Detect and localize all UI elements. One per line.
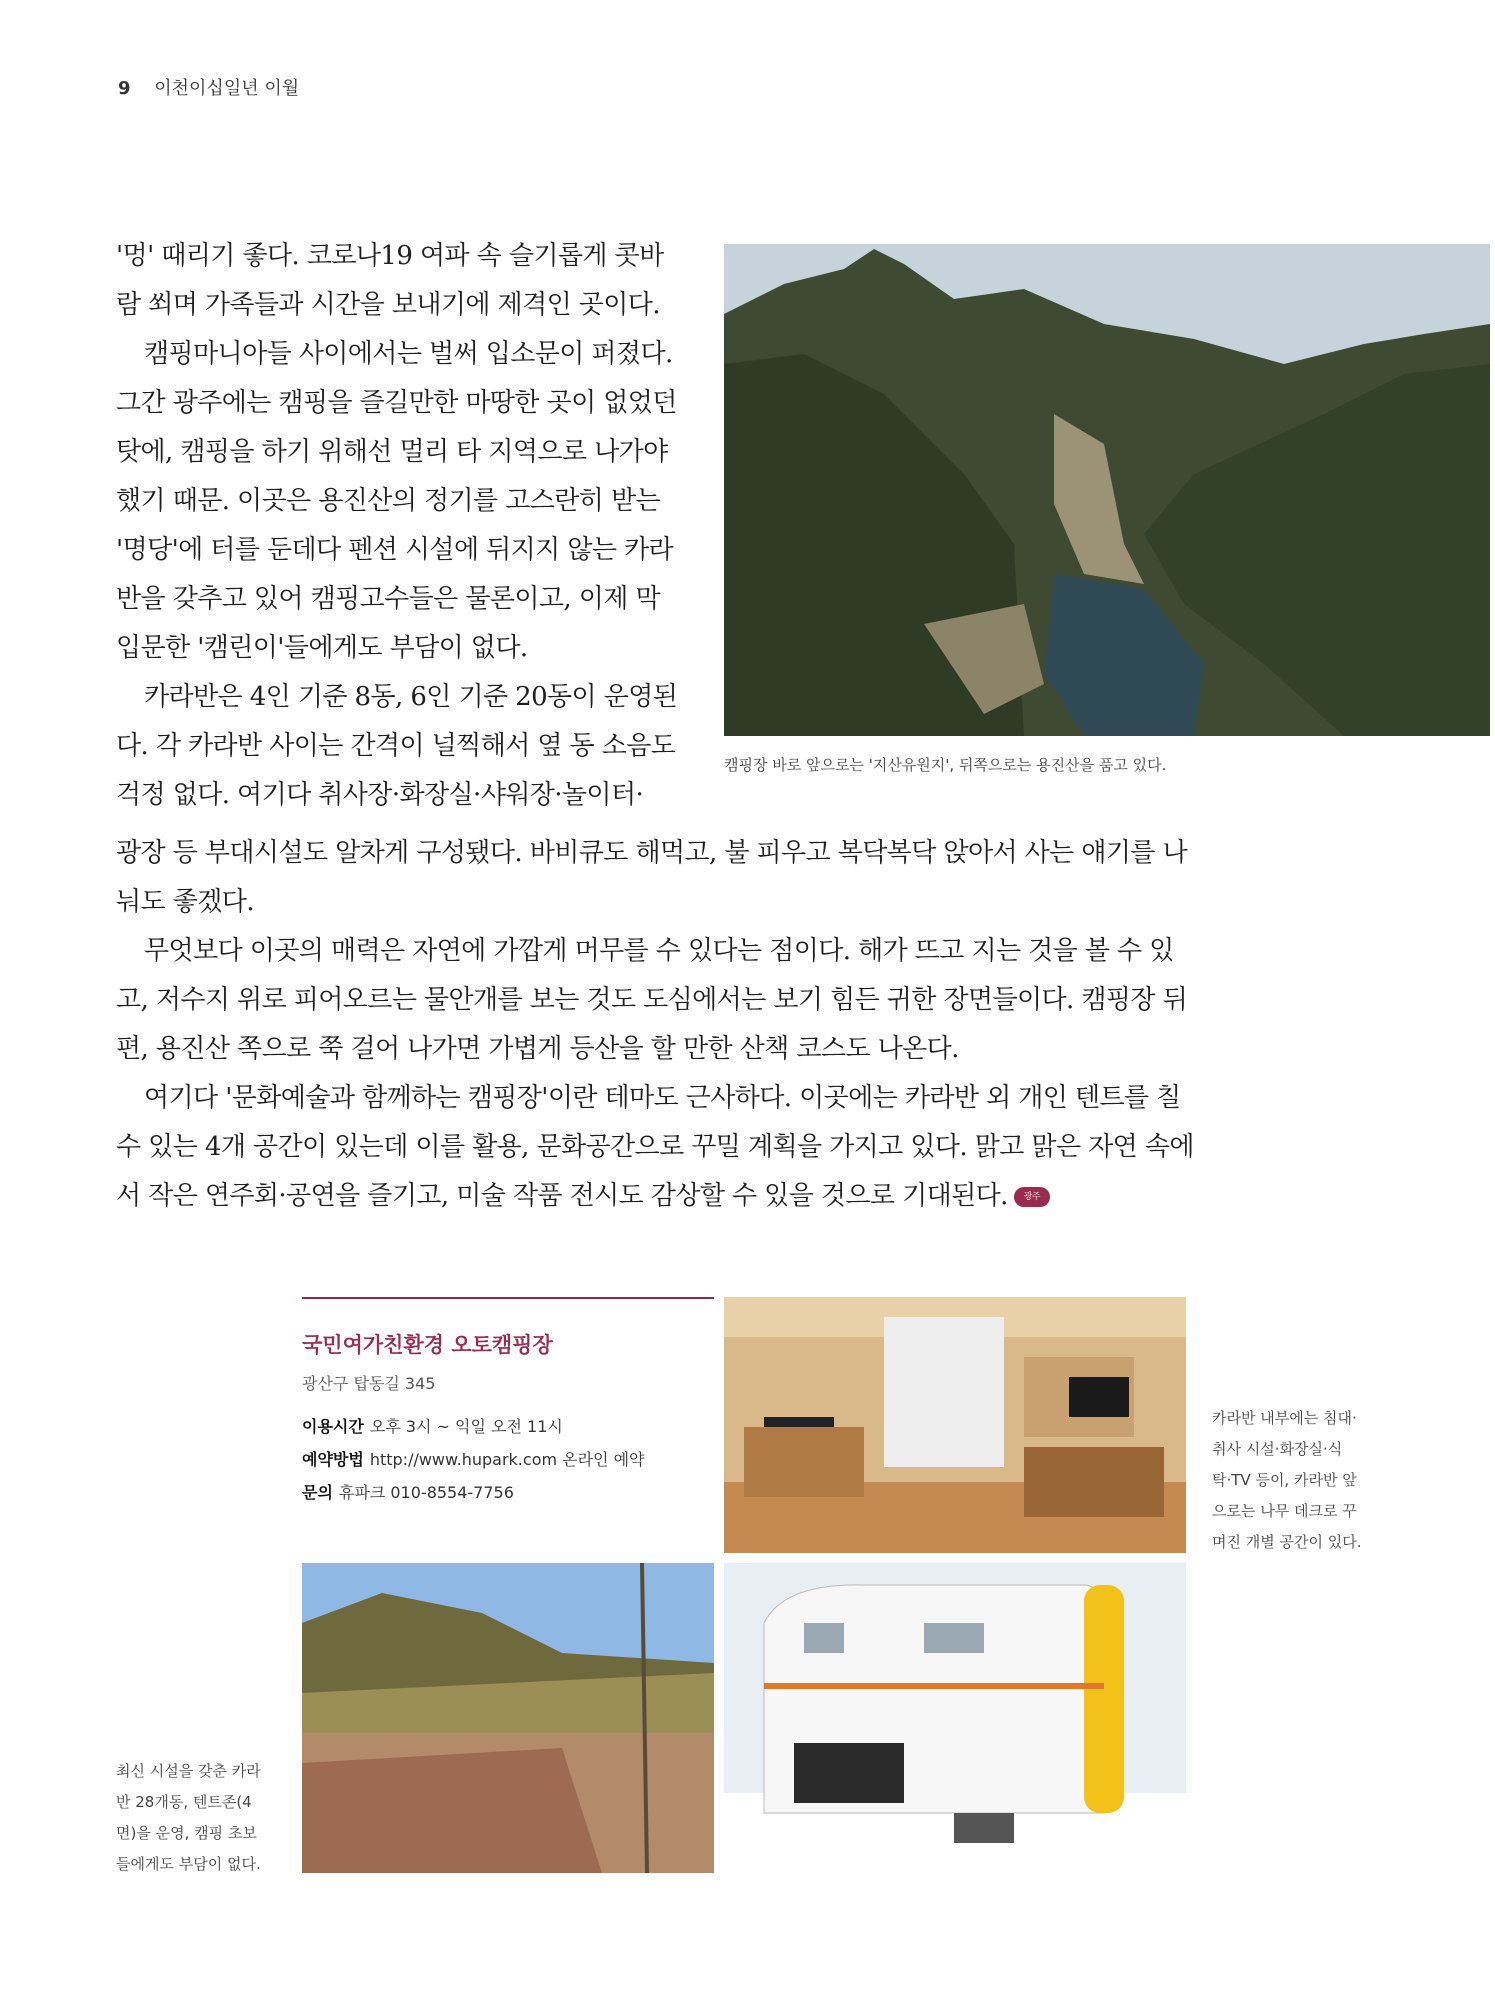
text-line: 반을 갖추고 있어 캠핑고수들은 물론이고, 이제 막 — [116, 584, 660, 614]
info-contact-value: 휴파크 010-8554-7756 — [338, 1483, 514, 1502]
page-header — [118, 74, 299, 100]
info-reservation — [302, 1447, 714, 1470]
caption-line: 으로는 나무 데크로 꾸 — [1212, 1502, 1357, 1520]
info-reserve-label: 예약방법 — [302, 1450, 364, 1469]
paragraph — [116, 927, 1191, 1074]
caption-line: 취사 시설·화장실·식 — [1212, 1440, 1343, 1458]
info-hours — [302, 1414, 714, 1437]
text-line: 서 작은 연주회·공연을 즐기고, 미술 작품 전시도 감상할 수 있을 것으로 기대된다. — [116, 1181, 1008, 1211]
caption-line: 며진 개별 공간이 있다. — [1212, 1533, 1362, 1551]
paragraph — [116, 673, 686, 820]
page-number: 9 — [118, 78, 131, 99]
text-line: 수 있는 4개 공간이 있는데 이를 활용, 문화공간으로 꾸밀 계획을 가지고 있다. 맑고 맑은 자연 속에 — [116, 1132, 1194, 1162]
text-line: '멍' 때리기 좋다. 코로나19 여파 속 슬기롭게 콧바 — [116, 241, 664, 271]
text-line: 광장 등 부대시설도 알차게 구성됐다. 바비큐도 해먹고, 불 피우고 복닥복닥 앉아서 사는 얘기를 나 — [116, 838, 1188, 868]
text-line: 다. 각 카라반 사이는 간격이 널찍해서 옆 동 소음도 — [116, 731, 676, 761]
article-column-text — [116, 232, 686, 820]
end-mark-logo: 광주 — [1014, 1187, 1050, 1207]
text-line: 캠핑마니아들 사이에서는 벌써 입소문이 퍼졌다. — [144, 339, 673, 369]
deck-photo — [302, 1563, 714, 1873]
text-line: 걱정 없다. 여기다 취사장·화장실·샤워장·놀이터· — [116, 780, 644, 810]
paragraph — [116, 330, 686, 673]
caption-line: 탁·TV 등이, 카라반 앞 — [1212, 1471, 1357, 1489]
interior-caption — [1212, 1403, 1361, 1558]
text-line: 카라반은 4인 기준 8동, 6인 기준 20동이 운영된 — [144, 682, 678, 712]
caravan-photo — [724, 1563, 1186, 1873]
text-line: 고, 저수지 위로 피어오르는 물안개를 보는 것도 도심에서는 보기 힘든 귀한 장면들이다. 캠핑장 뒤 — [116, 985, 1188, 1015]
info-address: 광산구 탑동길 345 — [302, 1374, 436, 1393]
text-line: 편, 용진산 쪽으로 쭉 걸어 나가면 가볍게 등산을 할 만한 산책 코스도 나온다. — [116, 1034, 959, 1064]
info-reserve-value: http://www.hupark.com 온라인 예약 — [369, 1450, 645, 1469]
info-contact — [302, 1480, 714, 1503]
text-line: 람 쐬며 가족들과 시간을 보내기에 제격인 곳이다. — [116, 290, 660, 320]
text-line: 그간 광주에는 캠핑을 즐길만한 마땅한 곳이 없었던 — [116, 388, 677, 418]
article-full-text — [116, 829, 1194, 1221]
info-hours-value: 오후 3시 ~ 익일 오전 11시 — [369, 1417, 563, 1436]
info-title: 국민여가친환경 오토캠핑장 — [302, 1333, 553, 1357]
text-line: 탓에, 캠핑을 하기 위해선 멀리 타 지역으로 나가야 — [116, 437, 668, 467]
paragraph — [116, 829, 1191, 927]
aerial-caption: 캠핑장 바로 앞으로는 '지산유원지', 뒤쪽으로는 용진산을 품고 있다. — [724, 756, 1167, 774]
info-box — [302, 1297, 714, 1503]
text-line: 입문한 '캠린이'들에게도 부담이 없다. — [116, 633, 528, 663]
info-divider — [302, 1297, 714, 1299]
text-line: 무엇보다 이곳의 매력은 자연에 가깝게 머무를 수 있다는 점이다. 해가 뜨고 지는 것을 볼 수 있 — [144, 936, 1174, 966]
caption-line: 최신 시설을 갖춘 카라 — [116, 1762, 261, 1780]
text-line: '명당'에 터를 둔데다 펜션 시설에 뒤지지 않는 카라 — [116, 535, 674, 565]
text-line: 여기다 '문화예술과 함께하는 캠핑장'이란 테마도 근사하다. 이곳에는 카라반 외 개인 텐트를 칠 — [144, 1083, 1181, 1113]
text-line: 했기 때문. 이곳은 용진산의 정기를 고스란히 받는 — [116, 486, 660, 516]
caption-line: 반 28개동, 텐트존(4 — [116, 1793, 252, 1811]
interior-photo — [724, 1297, 1186, 1553]
text-line: 눠도 좋겠다. — [116, 887, 254, 917]
caption-line: 면)을 운영, 캠핑 초보 — [116, 1824, 257, 1842]
info-contact-label: 문의 — [302, 1483, 333, 1502]
issue-date: 이천이십일년 이월 — [154, 78, 300, 99]
aerial-photo — [724, 244, 1490, 736]
paragraph — [116, 232, 686, 330]
caption-line: 들에게도 부담이 없다. — [116, 1855, 261, 1873]
info-hours-label: 이용시간 — [302, 1417, 364, 1436]
caption-line: 카라반 내부에는 침대· — [1212, 1409, 1357, 1427]
deck-caption — [116, 1756, 261, 1880]
paragraph — [116, 1074, 1194, 1221]
